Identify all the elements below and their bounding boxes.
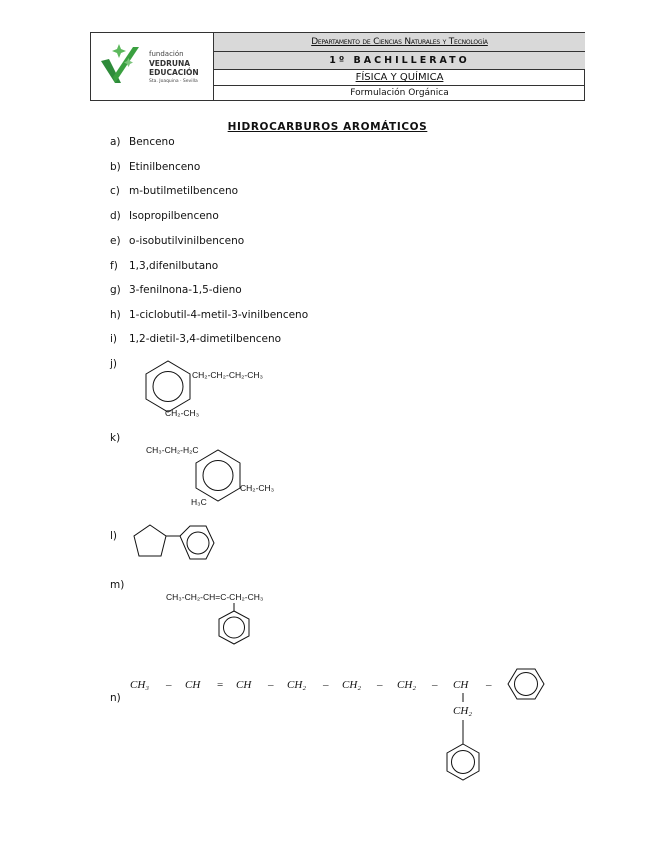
cyclopentane-ring <box>134 525 166 556</box>
chain-n-7: – <box>323 679 329 691</box>
item-text: 1-ciclobutil-4-metil-3-vinilbenceno <box>129 309 309 321</box>
branch-n: CH₂ <box>453 705 473 717</box>
item-text: Isopropilbenceno <box>129 210 219 222</box>
substituent-j2: CH₂-CH₃ <box>165 408 200 418</box>
benzene-circle-l <box>187 532 209 554</box>
chain-n-4: CH <box>236 679 252 691</box>
structure-m-label: m) <box>110 579 125 591</box>
substituent-k3: H₃C <box>191 497 207 507</box>
item-text: 1,3,difenilbutano <box>129 260 219 272</box>
item-letter: b) <box>110 161 121 173</box>
item-letter: e) <box>110 235 121 247</box>
structure-k-label: k) <box>110 432 121 444</box>
page-title: HIDROCARBUROS AROMÁTICOS <box>227 121 428 133</box>
benzene-circle-n2 <box>452 751 475 774</box>
item-text: o-isobutilvinilbenceno <box>129 235 245 247</box>
chain-n-6: CH₂ <box>287 679 307 691</box>
substituent-j1: CH₂-CH₂-CH₂-CH₃ <box>192 370 263 380</box>
structure-j <box>146 361 263 418</box>
chain-n-1: – <box>166 679 172 691</box>
item-text: Etinilbenceno <box>129 161 201 173</box>
chain-n-0: CH₃ <box>130 679 150 691</box>
chain-n-13: – <box>486 679 492 691</box>
benzene-circle-j <box>153 372 183 402</box>
logo-line4: Sta. Joaquina · Sevilla <box>149 79 198 84</box>
structure-m <box>166 592 263 644</box>
structure-k <box>146 445 274 507</box>
item-text: m-butilmetilbenceno <box>129 185 239 197</box>
benzene-circle-k <box>203 461 233 491</box>
course-title: 1º BACHILLERATO <box>214 52 585 70</box>
chain-n-10: CH₂ <box>397 679 417 691</box>
structure-l-label: l) <box>110 530 118 542</box>
chain-n-9: – <box>377 679 383 691</box>
topic-title: Formulación Orgánica <box>350 88 449 98</box>
chain-n-5: – <box>268 679 274 691</box>
logo-line1: fundación <box>149 50 184 58</box>
chain-n-12: CH <box>453 679 469 691</box>
item-text: 3-fenilnona-1,5-dieno <box>129 284 242 296</box>
item-text: 1,2-dietil-3,4-dimetilbenceno <box>129 333 282 345</box>
chain-m: CH₃-CH₂-CH=C-CH₂-CH₃ <box>166 592 264 602</box>
item-text: Benceno <box>129 136 175 148</box>
chain-n-2: CH <box>185 679 201 691</box>
logo-line3: EDUCACIÓN <box>149 68 199 77</box>
structure-n <box>130 669 544 780</box>
structure-l <box>134 525 214 559</box>
substituent-k2: CH₂-CH₃ <box>240 483 275 493</box>
item-letter: h) <box>110 309 121 321</box>
item-letter: i) <box>110 333 118 345</box>
substituent-k1: CH₃-CH₂-H₂C <box>146 445 199 455</box>
logo-line2: VEDRUNA <box>149 59 191 68</box>
subject-title: FÍSICA Y QUÍMICA <box>214 70 585 86</box>
chain-n-8: CH₂ <box>342 679 362 691</box>
item-letter: f) <box>110 260 118 272</box>
item-letter: g) <box>110 284 121 296</box>
benzene-ring-n1 <box>508 669 544 699</box>
item-letter: c) <box>110 185 120 197</box>
structure-j-label: j) <box>110 358 118 370</box>
chain-n-3: = <box>217 679 224 691</box>
benzene-circle-m <box>224 617 245 638</box>
item-letter: d) <box>110 210 121 222</box>
department-title: Departamento de Ciencias Naturales y Tecnología <box>214 33 585 52</box>
benzene-circle-n1 <box>515 673 538 696</box>
chain-n-11: – <box>432 679 438 691</box>
structure-n-label: n) <box>110 692 121 704</box>
item-letter: a) <box>110 136 121 148</box>
